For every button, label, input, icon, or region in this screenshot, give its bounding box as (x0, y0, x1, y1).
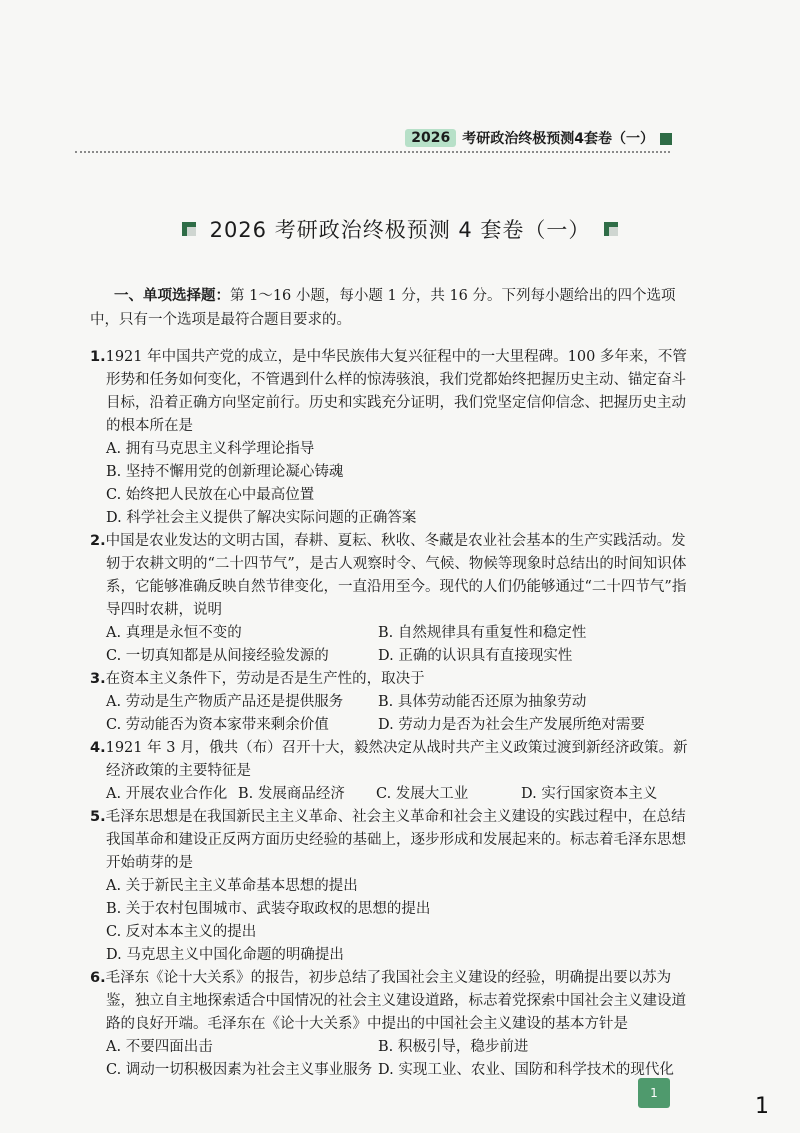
option: A. 真理是永恒不变的 (106, 625, 242, 641)
question-number: 4. (90, 740, 106, 756)
question-text: 毛泽东《论十大关系》的报告，初步总结了我国社会主义建设的经验，明确提出要以苏为鉴，独立自主地探索适合中国情况的社会主义建设道路，标志着党探索中国社会主义建设道路的良好开端。毛泽东在《论十大关系》中提出的中国社会主义建设的基本方针是 (105, 970, 686, 1032)
option: A. 开展农业合作化 (106, 786, 228, 802)
header-year: 2026 (405, 129, 456, 147)
option: D. 劳动力是否为社会生产发展所绝对需要 (378, 717, 645, 733)
square-ornament-icon (604, 222, 618, 236)
section-instructions: 第 1～16 小题，每小题 1 分，共 16 分。下列每小题给出的四个选项中，只有一个选项是最符合题目要求的。 (90, 288, 676, 328)
option: C. 劳动能否为资本家带来剩余价值 (106, 717, 329, 733)
option: C. 反对本本主义的提出 (106, 924, 257, 940)
running-header (405, 128, 672, 148)
question-stem (90, 737, 690, 783)
scan-page-number: 1 (755, 1094, 769, 1119)
question-5 (90, 806, 690, 967)
option: D. 实现工业、农业、国防和科学技术的现代化 (378, 1062, 674, 1078)
question-number: 6. (90, 970, 106, 986)
option: B. 积极引导，稳步前进 (378, 1039, 529, 1055)
section-intro (90, 284, 690, 332)
page-title: 2026 考研政治终极预测 4 套卷（一） (209, 218, 591, 242)
option: A. 拥有马克思主义科学理论指导 (106, 441, 315, 457)
question-text: 1921 年中国共产党的成立，是中华民族伟大复兴征程中的一大里程碑。100 多年来，不管形势和任务如何变化，不管遇到什么样的惊涛骇浪，我们党都始终把握历史主动、锚定奋斗目标，沿着正确方向坚定前行。历史和实践充分证明，我们党坚定信仰信念、把握历史主动的根本所在是 (105, 349, 687, 434)
option: B. 坚持不懈用党的创新理论凝心铸魂 (106, 464, 344, 480)
option: C. 一切真知都是从间接经验发源的 (106, 648, 329, 664)
option: B. 具体劳动能否还原为抽象劳动 (378, 694, 587, 710)
question-3 (90, 668, 690, 737)
title-row (0, 214, 800, 244)
section-heading: 一、单项选择题： (114, 287, 230, 304)
option: C. 发展大工业 (376, 786, 469, 802)
question-4 (90, 737, 690, 806)
question-number: 2. (90, 533, 106, 549)
question-stem (90, 668, 690, 691)
question-number: 1. (90, 349, 106, 365)
option-grid (90, 1036, 690, 1082)
option: A. 关于新民主主义革命基本思想的提出 (106, 878, 358, 894)
question-6 (90, 967, 690, 1082)
option-grid (90, 691, 690, 737)
question-stem (90, 967, 690, 1036)
question-number: 5. (90, 809, 106, 825)
option: D. 正确的认识具有直接现实性 (378, 648, 573, 664)
option: B. 关于农村包围城市、武装夺取政权的思想的提出 (106, 901, 431, 917)
page-number-tab: 1 (638, 1078, 670, 1108)
question-stem (90, 806, 690, 875)
question-number: 3. (90, 671, 106, 687)
question-stem (90, 346, 690, 438)
dotted-divider (75, 151, 670, 153)
question-1 (90, 346, 690, 530)
square-ornament-icon (182, 222, 196, 236)
question-text: 在资本主义条件下，劳动是否是生产性的，取决于 (105, 671, 425, 687)
header-square-icon (660, 133, 672, 145)
option: A. 劳动是生产物质产品还是提供服务 (106, 694, 344, 710)
option: B. 发展商品经济 (238, 786, 345, 802)
option: D. 实行国家资本主义 (521, 786, 658, 802)
question-2 (90, 530, 690, 668)
question-text: 中国是农业发达的文明古国，春耕、夏耘、秋收、冬藏是农业社会基本的生产实践活动。发轫于农耕文明的“二十四节气”，是古人观察时令、气候、物候等现象时总结出的时间知识体系，它能够准确反映自然节律变化，一直沿用至今。现代的人们仍能够通过“二十四节气”指导四时农耕，说明 (105, 533, 687, 618)
option-grid (90, 783, 690, 806)
question-text: 毛泽东思想是在我国新民主主义革命、社会主义革命和社会主义建设的实践过程中，在总结我国革命和建设正反两方面历史经验的基础上，逐步形成和发展起来的。标志着毛泽东思想开始萌芽的是 (105, 809, 686, 871)
question-list (90, 346, 690, 1082)
option: B. 自然规律具有重复性和稳定性 (378, 625, 587, 641)
option: C. 调动一切积极因素为社会主义事业服务 (106, 1062, 373, 1078)
option: D. 科学社会主义提供了解决实际问题的正确答案 (106, 510, 417, 526)
question-stem (90, 530, 690, 622)
option: C. 始终把人民放在心中最高位置 (106, 487, 315, 503)
question-text: 1921 年 3 月，俄共（布）召开十大，毅然决定从战时共产主义政策过渡到新经济政策。新经济政策的主要特征是 (105, 740, 688, 779)
option: D. 马克思主义中国化命题的明确提出 (106, 947, 344, 963)
option: A. 不要四面出击 (106, 1039, 213, 1055)
option-grid (90, 622, 690, 668)
header-running-title: 考研政治终极预测4套卷（一） (462, 131, 654, 147)
